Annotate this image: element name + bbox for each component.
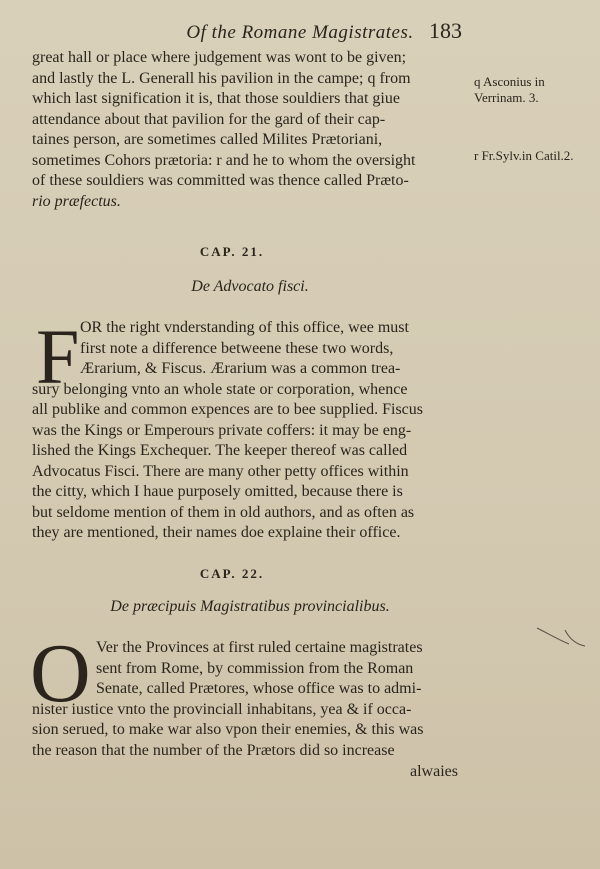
paragraph-3-indented bbox=[96, 638, 468, 700]
text-line: which last signification it is, that those souldiers that giue bbox=[32, 90, 400, 107]
paragraph-2-indented bbox=[80, 318, 466, 380]
margin-note-q: q Asconius in Verrinam. 3. bbox=[474, 74, 545, 105]
paragraph-3 bbox=[32, 700, 460, 762]
text-line: all publike and common expences are to bee supplied. Fiscus bbox=[32, 401, 424, 418]
chapter-21-title: De Advocato fisci. bbox=[191, 278, 309, 295]
chapter-22-number: CAP. 22. bbox=[199, 566, 265, 581]
text-line: Advocatus Fisci. There are many other petty offices within bbox=[32, 462, 409, 480]
paragraph-2 bbox=[32, 380, 460, 544]
text-line: sury belonging vnto an whole state or corporation, whence bbox=[32, 380, 408, 398]
text-line: taines person, are sometimes called Milites Prætoriani, bbox=[32, 131, 383, 148]
text-line: lished the Kings Exchequer. The keeper thereof was called bbox=[32, 442, 408, 459]
text-line: and lastly the L. Generall his pavilion in the campe; q from bbox=[32, 69, 411, 87]
text-line: sometimes Cohors prætoria: r and he to whom the oversight bbox=[32, 151, 416, 169]
text-line: sent from Rome, by commission from the Roman bbox=[96, 659, 414, 677]
page-number: 183 bbox=[429, 18, 462, 43]
text-line: but seldome mention of them in old authors, and as often as bbox=[32, 503, 415, 521]
text-line: first note a difference betweene these two words, bbox=[80, 339, 394, 357]
text-line: the citty, which I haue purposely omitted, because there is bbox=[32, 483, 403, 500]
text-line: rio præfectus. bbox=[32, 192, 121, 210]
paragraph-1 bbox=[32, 48, 460, 212]
text-line: attendance about that pavilion for the gard of their cap- bbox=[32, 110, 386, 128]
text-line: OR the right vnderstanding of this office, wee must bbox=[80, 319, 409, 336]
chapter-22-title: De præcipuis Magistratibus provincialibus. bbox=[110, 598, 390, 615]
catchword: alwaies bbox=[410, 763, 458, 780]
pen-mark-decoration bbox=[535, 620, 587, 650]
text-line: the reason that the number of the Prætors did so increase bbox=[32, 741, 395, 759]
drop-cap-f: F bbox=[36, 313, 80, 400]
text-line: was the Kings or Emperours private coffers: it may be eng- bbox=[32, 421, 412, 439]
chapter-21-number: CAP. 21. bbox=[199, 244, 265, 259]
text-line: nister iustice vnto the provinciall inhabitans, yea & if occa- bbox=[32, 700, 412, 718]
drop-cap-o: O bbox=[30, 627, 91, 720]
running-header: Of the Romane Magistrates. bbox=[186, 22, 414, 43]
text-line: great hall or place where judgement was wont to be given; bbox=[32, 49, 407, 66]
text-line: Senate, called Prætores, whose office was to admi- bbox=[96, 680, 422, 697]
text-line: sion serued, to make war also vpon their enemies, & this was bbox=[32, 721, 424, 738]
text-line: Ver the Provinces at first ruled certaine magistrates bbox=[96, 639, 423, 656]
text-line: they are mentioned, their names doe explaine their office. bbox=[32, 524, 401, 541]
margin-note-r: r Fr.Sylv.in Catil.2. bbox=[474, 148, 574, 163]
text-line: of these souldiers was committed was thence called Præto- bbox=[32, 172, 409, 189]
text-line: Ærarium, & Fiscus. Ærarium was a common trea- bbox=[80, 360, 401, 377]
